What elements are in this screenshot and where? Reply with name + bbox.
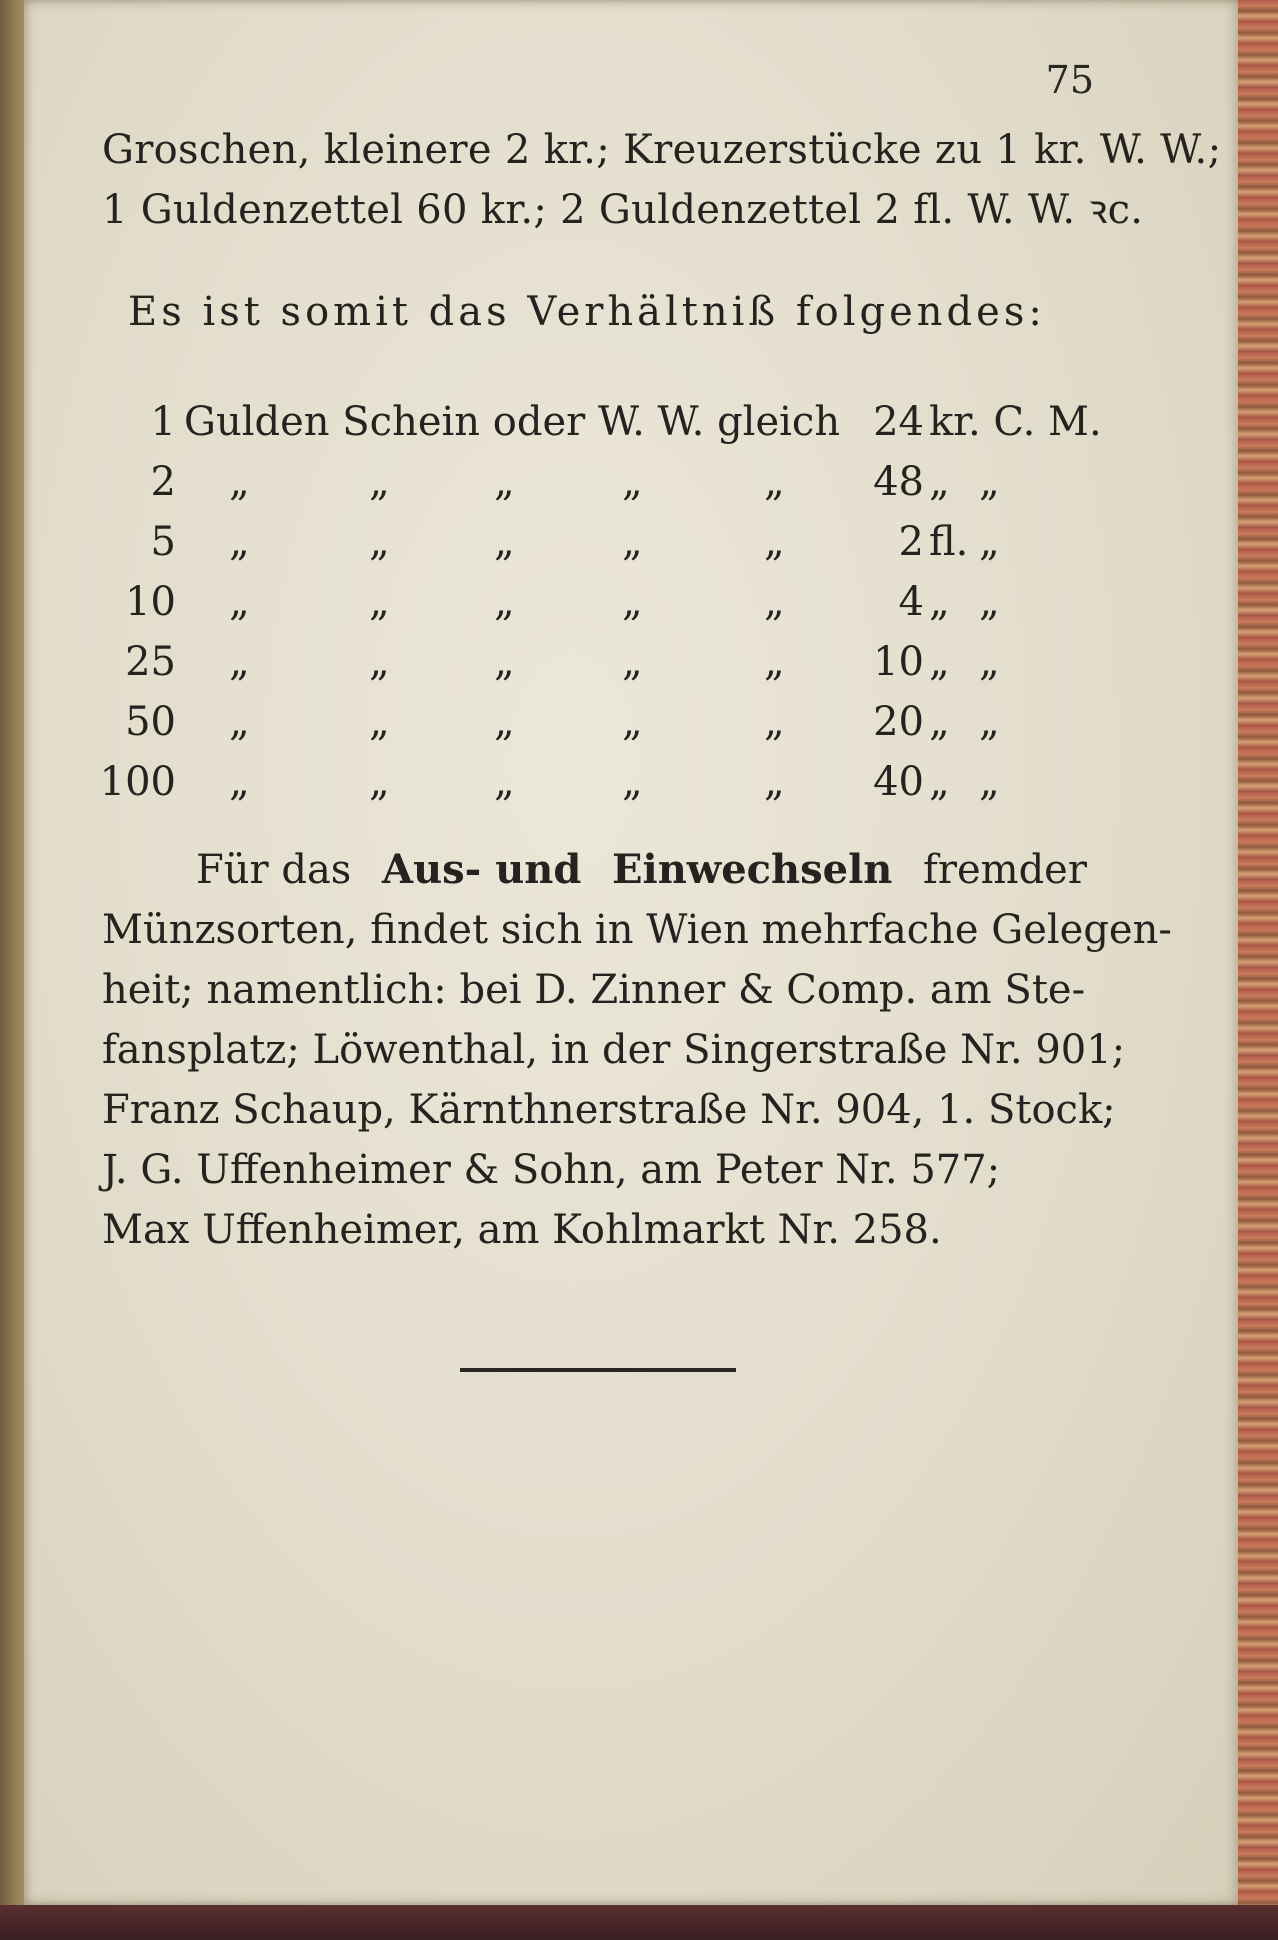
ditto-mark: „: [494, 699, 515, 745]
ditto-rows: [24, 458, 1242, 818]
row-amount: 25: [125, 639, 176, 685]
table-row: [24, 398, 1242, 458]
table-row: [24, 638, 1242, 698]
ditto-mark: „: [622, 579, 643, 625]
row-currency-2: „: [979, 639, 1000, 685]
row-amount: 2: [150, 459, 176, 505]
paragraph-line: Max Uffenheimer, am Kohlmarkt Nr. 258.: [102, 1207, 942, 1253]
ditto-mark: „: [622, 759, 643, 805]
lead-sentence: Es ist somit das Verhältniß folgendes:: [128, 289, 1046, 335]
paragraph-line: Franz Schaup, Kärnthnerstraße Nr. 904, 1. Stock;: [102, 1087, 1116, 1133]
row-amount: 50: [125, 699, 176, 745]
ditto-mark: „: [494, 639, 515, 685]
cover-edge: [0, 1905, 1278, 1940]
row-currency-2: „: [979, 579, 1000, 625]
row-currency: fl.: [929, 519, 969, 565]
ditto-mark: „: [494, 579, 515, 625]
row-currency: „: [929, 639, 950, 685]
row-currency: kr. C. M.: [929, 399, 1102, 445]
ditto-mark: „: [764, 519, 785, 565]
section-divider: [460, 1368, 736, 1372]
ditto-mark: „: [369, 639, 390, 685]
row-currency-2: „: [979, 519, 1000, 565]
row-amount: 1: [150, 399, 176, 445]
ditto-mark: „: [622, 459, 643, 505]
ditto-mark: „: [764, 579, 785, 625]
exchange-ratio-table: [24, 398, 1242, 818]
table-row: [24, 458, 1242, 518]
row-currency-2: „: [979, 699, 1000, 745]
paragraph-end: fremder: [923, 847, 1087, 893]
paragraph-line: Münzsorten, findet sich in Wien mehrfache Gelegen-: [102, 907, 1172, 953]
row-value: 10: [873, 639, 924, 685]
ditto-mark: „: [369, 519, 390, 565]
ditto-mark: „: [622, 639, 643, 685]
ditto-mark: „: [369, 759, 390, 805]
row-value: 24: [873, 399, 924, 445]
row-amount: 5: [150, 519, 176, 565]
row-currency: „: [929, 459, 950, 505]
paragraph-bold-1: Aus- und: [382, 846, 582, 893]
ditto-mark: „: [622, 519, 643, 565]
paragraph-line: [102, 840, 1087, 900]
table-row: [24, 518, 1242, 578]
ditto-mark: „: [764, 699, 785, 745]
row-currency-2: „: [979, 459, 1000, 505]
page-edge-marbled: [1238, 0, 1278, 1940]
row-currency: „: [929, 579, 950, 625]
book-page: [24, 0, 1242, 1905]
ditto-mark: „: [229, 519, 250, 565]
page-number: 75: [1045, 58, 1094, 102]
row-value: 40: [873, 759, 924, 805]
intro-line-1: Groschen, kleinere 2 kr.; Kreuzerstücke zu 1 kr. W. W.;: [102, 127, 1222, 173]
table-row: [24, 758, 1242, 818]
ditto-mark: „: [494, 519, 515, 565]
ditto-mark: „: [494, 759, 515, 805]
row-value: 48: [873, 459, 924, 505]
row-value: 2: [898, 519, 924, 565]
paragraph-line: J. G. Uffenheimer & Sohn, am Peter Nr. 577;: [102, 1147, 1001, 1193]
row-unit: Gulden Schein oder W. W. gleich: [184, 399, 841, 445]
ditto-mark: „: [369, 579, 390, 625]
ditto-mark: „: [229, 459, 250, 505]
paragraph-line: fansplatz; Löwenthal, in der Singerstraße Nr. 901;: [102, 1027, 1126, 1073]
paragraph-start: Für das: [196, 847, 352, 893]
row-amount: 100: [99, 759, 176, 805]
ditto-mark: „: [229, 639, 250, 685]
row-amount: 10: [125, 579, 176, 625]
ditto-mark: „: [622, 699, 643, 745]
row-value: 20: [873, 699, 924, 745]
paragraph-bold-2: Einwechseln: [612, 846, 893, 893]
table-row: [24, 578, 1242, 638]
ditto-mark: „: [764, 639, 785, 685]
row-currency-2: „: [979, 759, 1000, 805]
paragraph-line: heit; namentlich: bei D. Zinner & Comp. am Ste-: [102, 967, 1086, 1013]
ditto-mark: „: [229, 699, 250, 745]
intro-line-2: 1 Guldenzettel 60 kr.; 2 Guldenzettel 2 fl. W. W. ꝛc.: [102, 187, 1144, 233]
ditto-mark: „: [764, 459, 785, 505]
row-currency: „: [929, 759, 950, 805]
row-currency: „: [929, 699, 950, 745]
exchange-paragraph: [102, 840, 1172, 1260]
ditto-mark: „: [229, 579, 250, 625]
ditto-mark: „: [229, 759, 250, 805]
ditto-mark: „: [369, 459, 390, 505]
ditto-mark: „: [494, 459, 515, 505]
ditto-mark: „: [369, 699, 390, 745]
row-value: 4: [898, 579, 924, 625]
table-row: [24, 698, 1242, 758]
ditto-mark: „: [764, 759, 785, 805]
